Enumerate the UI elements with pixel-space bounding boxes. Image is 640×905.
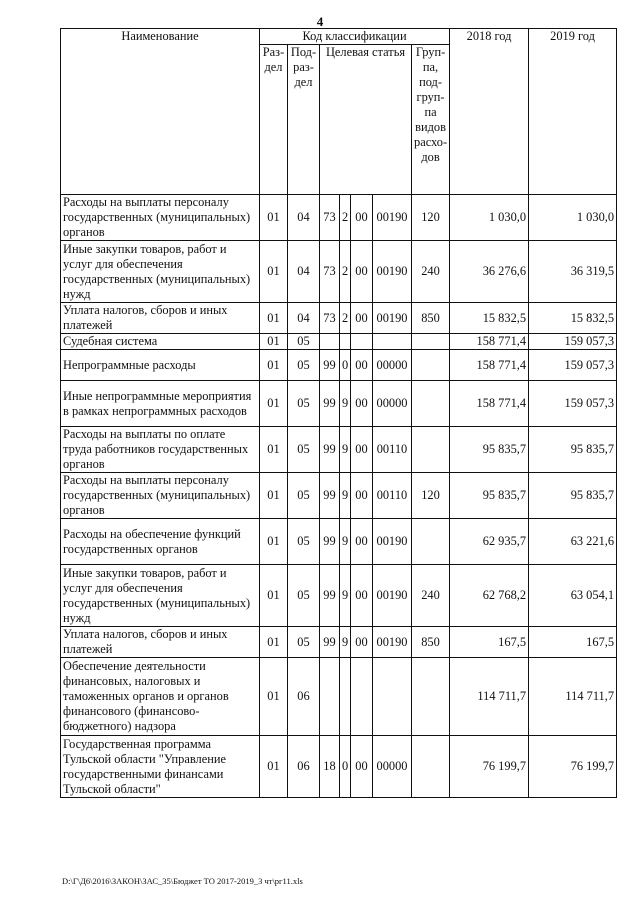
- target-part2-cell: 0: [340, 736, 351, 798]
- target-part4-cell: 00000: [373, 736, 412, 798]
- target-part4-cell: 00190: [373, 519, 412, 565]
- row-name: Расходы на выплаты персоналу государственных (муниципальных) органов: [61, 473, 260, 519]
- value-2018-cell: 158 771,4: [450, 350, 529, 381]
- row-name: Уплата налогов, сборов и иных платежей: [61, 627, 260, 658]
- target-part3-cell: 00: [351, 381, 373, 427]
- group-cell: [412, 334, 450, 350]
- razdel-cell: 01: [260, 427, 288, 473]
- table-row: [61, 736, 617, 798]
- row-name: Обеспечение деятельности финансовых, налоговых и таможенных органов и органов финансового (финансово-бюджетного) надзора: [61, 658, 260, 736]
- target-part2-cell: 2: [340, 241, 351, 303]
- page-number: 4: [316, 14, 324, 29]
- table-row: [61, 658, 617, 736]
- row-name: Иные закупки товаров, работ и услуг для обеспечения государственных (муниципальных) нужд: [61, 241, 260, 303]
- target-part3-cell: 00: [351, 627, 373, 658]
- podrazdel-cell: 04: [288, 241, 320, 303]
- target-part1-cell: 99: [320, 519, 340, 565]
- value-2018-cell: 36 276,6: [450, 241, 529, 303]
- value-2019-cell: 159 057,3: [529, 381, 617, 427]
- podrazdel-cell: 05: [288, 334, 320, 350]
- row-name: Уплата налогов, сборов и иных платежей: [61, 303, 260, 334]
- table-row: [61, 473, 617, 519]
- group-cell: 120: [412, 195, 450, 241]
- header-group: Груп-па, под-груп-па видов расхо-дов: [412, 45, 450, 195]
- razdel-cell: 01: [260, 627, 288, 658]
- row-name: Расходы на выплаты по оплате труда работников государственных органов: [61, 427, 260, 473]
- target-part3-cell: 00: [351, 350, 373, 381]
- row-name: Судебная система: [61, 334, 260, 350]
- podrazdel-cell: 06: [288, 736, 320, 798]
- razdel-cell: 01: [260, 519, 288, 565]
- table-row: [61, 627, 617, 658]
- row-name: Государственная программа Тульской области "Управление государственными финансами Тульской области": [61, 736, 260, 798]
- group-cell: [412, 381, 450, 427]
- target-part1-cell: 73: [320, 241, 340, 303]
- group-cell: [412, 658, 450, 736]
- target-part2-cell: 2: [340, 303, 351, 334]
- target-part1-cell: 18: [320, 736, 340, 798]
- razdel-cell: 01: [260, 565, 288, 627]
- razdel-cell: 01: [260, 241, 288, 303]
- target-part1-cell: 99: [320, 381, 340, 427]
- table-row: [61, 519, 617, 565]
- target-part4-cell: 00190: [373, 627, 412, 658]
- target-part4-cell: 00000: [373, 350, 412, 381]
- target-part2-cell: 9: [340, 565, 351, 627]
- target-part4-cell: 00190: [373, 195, 412, 241]
- target-part1-cell: 73: [320, 195, 340, 241]
- podrazdel-cell: 05: [288, 427, 320, 473]
- target-part3-cell: [351, 658, 373, 736]
- row-name: Иные непрограммные мероприятия в рамках непрограммных расходов: [61, 381, 260, 427]
- target-part2-cell: 9: [340, 381, 351, 427]
- target-part1-cell: 99: [320, 427, 340, 473]
- razdel-cell: 01: [260, 195, 288, 241]
- target-part4-cell: 00110: [373, 427, 412, 473]
- value-2018-cell: 158 771,4: [450, 381, 529, 427]
- podrazdel-cell: 05: [288, 627, 320, 658]
- group-cell: [412, 427, 450, 473]
- target-part3-cell: 00: [351, 519, 373, 565]
- target-part4-cell: [373, 658, 412, 736]
- value-2019-cell: 63 221,6: [529, 519, 617, 565]
- value-2019-cell: 95 835,7: [529, 473, 617, 519]
- value-2018-cell: 76 199,7: [450, 736, 529, 798]
- group-cell: 850: [412, 303, 450, 334]
- podrazdel-cell: 05: [288, 565, 320, 627]
- value-2019-cell: 76 199,7: [529, 736, 617, 798]
- row-name: Расходы на выплаты персоналу государственных (муниципальных) органов: [61, 195, 260, 241]
- value-2018-cell: 15 832,5: [450, 303, 529, 334]
- target-part1-cell: 99: [320, 627, 340, 658]
- value-2019-cell: 167,5: [529, 627, 617, 658]
- value-2019-cell: 159 057,3: [529, 334, 617, 350]
- target-part4-cell: 00190: [373, 241, 412, 303]
- razdel-cell: 01: [260, 334, 288, 350]
- value-2018-cell: 1 030,0: [450, 195, 529, 241]
- podrazdel-cell: 04: [288, 303, 320, 334]
- target-part2-cell: 9: [340, 519, 351, 565]
- target-part4-cell: 00190: [373, 303, 412, 334]
- target-part4-cell: [373, 334, 412, 350]
- header-podrazdel: Под-раз-дел: [288, 45, 320, 195]
- target-part4-cell: 00190: [373, 565, 412, 627]
- target-part3-cell: 00: [351, 303, 373, 334]
- header-2019: 2019 год: [529, 29, 617, 195]
- value-2018-cell: 167,5: [450, 627, 529, 658]
- podrazdel-cell: 04: [288, 195, 320, 241]
- group-cell: 850: [412, 627, 450, 658]
- target-part2-cell: 9: [340, 427, 351, 473]
- value-2019-cell: 1 030,0: [529, 195, 617, 241]
- target-part1-cell: 99: [320, 350, 340, 381]
- group-cell: [412, 736, 450, 798]
- target-part2-cell: 2: [340, 195, 351, 241]
- target-part3-cell: 00: [351, 473, 373, 519]
- podrazdel-cell: 05: [288, 350, 320, 381]
- razdel-cell: 01: [260, 381, 288, 427]
- row-name: Непрограммные расходы: [61, 350, 260, 381]
- podrazdel-cell: 05: [288, 519, 320, 565]
- target-part3-cell: 00: [351, 565, 373, 627]
- table-row: [61, 241, 617, 303]
- target-part1-cell: [320, 658, 340, 736]
- target-part1-cell: 99: [320, 473, 340, 519]
- target-part3-cell: 00: [351, 427, 373, 473]
- target-part1-cell: 73: [320, 303, 340, 334]
- file-path-footer: D:\Г\Д6\2016\ЗАКОН\ЗАС_35\Бюджет ТО 2017-2019_3 чт\рг11.xls: [62, 876, 303, 886]
- value-2018-cell: 62 935,7: [450, 519, 529, 565]
- target-part1-cell: 99: [320, 565, 340, 627]
- target-part3-cell: 00: [351, 241, 373, 303]
- table-row: [61, 303, 617, 334]
- value-2018-cell: 158 771,4: [450, 334, 529, 350]
- value-2018-cell: 114 711,7: [450, 658, 529, 736]
- target-part2-cell: [340, 658, 351, 736]
- value-2019-cell: 159 057,3: [529, 350, 617, 381]
- razdel-cell: 01: [260, 658, 288, 736]
- table-row: [61, 565, 617, 627]
- table-row: [61, 427, 617, 473]
- target-part3-cell: 00: [351, 736, 373, 798]
- table-row: [61, 381, 617, 427]
- table-row: [61, 195, 617, 241]
- razdel-cell: 01: [260, 736, 288, 798]
- target-part3-cell: 00: [351, 195, 373, 241]
- header-razdel: Раз-дел: [260, 45, 288, 195]
- podrazdel-cell: 06: [288, 658, 320, 736]
- header-2018: 2018 год: [450, 29, 529, 195]
- target-part2-cell: [340, 334, 351, 350]
- value-2018-cell: 95 835,7: [450, 473, 529, 519]
- value-2019-cell: 114 711,7: [529, 658, 617, 736]
- value-2019-cell: 36 319,5: [529, 241, 617, 303]
- target-part4-cell: 00000: [373, 381, 412, 427]
- group-cell: 240: [412, 241, 450, 303]
- razdel-cell: 01: [260, 473, 288, 519]
- target-part3-cell: [351, 334, 373, 350]
- group-cell: [412, 519, 450, 565]
- header-code: Код классификации: [260, 29, 450, 45]
- razdel-cell: 01: [260, 350, 288, 381]
- podrazdel-cell: 05: [288, 473, 320, 519]
- value-2019-cell: 63 054,1: [529, 565, 617, 627]
- value-2019-cell: 95 835,7: [529, 427, 617, 473]
- group-cell: 240: [412, 565, 450, 627]
- budget-table: [60, 28, 617, 798]
- target-part2-cell: 9: [340, 627, 351, 658]
- row-name: Иные закупки товаров, работ и услуг для обеспечения государственных (муниципальных) нужд: [61, 565, 260, 627]
- table-body: [61, 195, 617, 798]
- razdel-cell: 01: [260, 303, 288, 334]
- group-cell: [412, 350, 450, 381]
- target-part2-cell: 9: [340, 473, 351, 519]
- target-part2-cell: 0: [340, 350, 351, 381]
- value-2018-cell: 95 835,7: [450, 427, 529, 473]
- row-name: Расходы на обеспечение функций государственных органов: [61, 519, 260, 565]
- value-2019-cell: 15 832,5: [529, 303, 617, 334]
- table-row: [61, 350, 617, 381]
- target-part1-cell: [320, 334, 340, 350]
- group-cell: 120: [412, 473, 450, 519]
- target-part4-cell: 00110: [373, 473, 412, 519]
- header-target: Целевая статья: [320, 45, 412, 195]
- header-name: Наименование: [61, 29, 260, 195]
- value-2018-cell: 62 768,2: [450, 565, 529, 627]
- table-row: [61, 334, 617, 350]
- podrazdel-cell: 05: [288, 381, 320, 427]
